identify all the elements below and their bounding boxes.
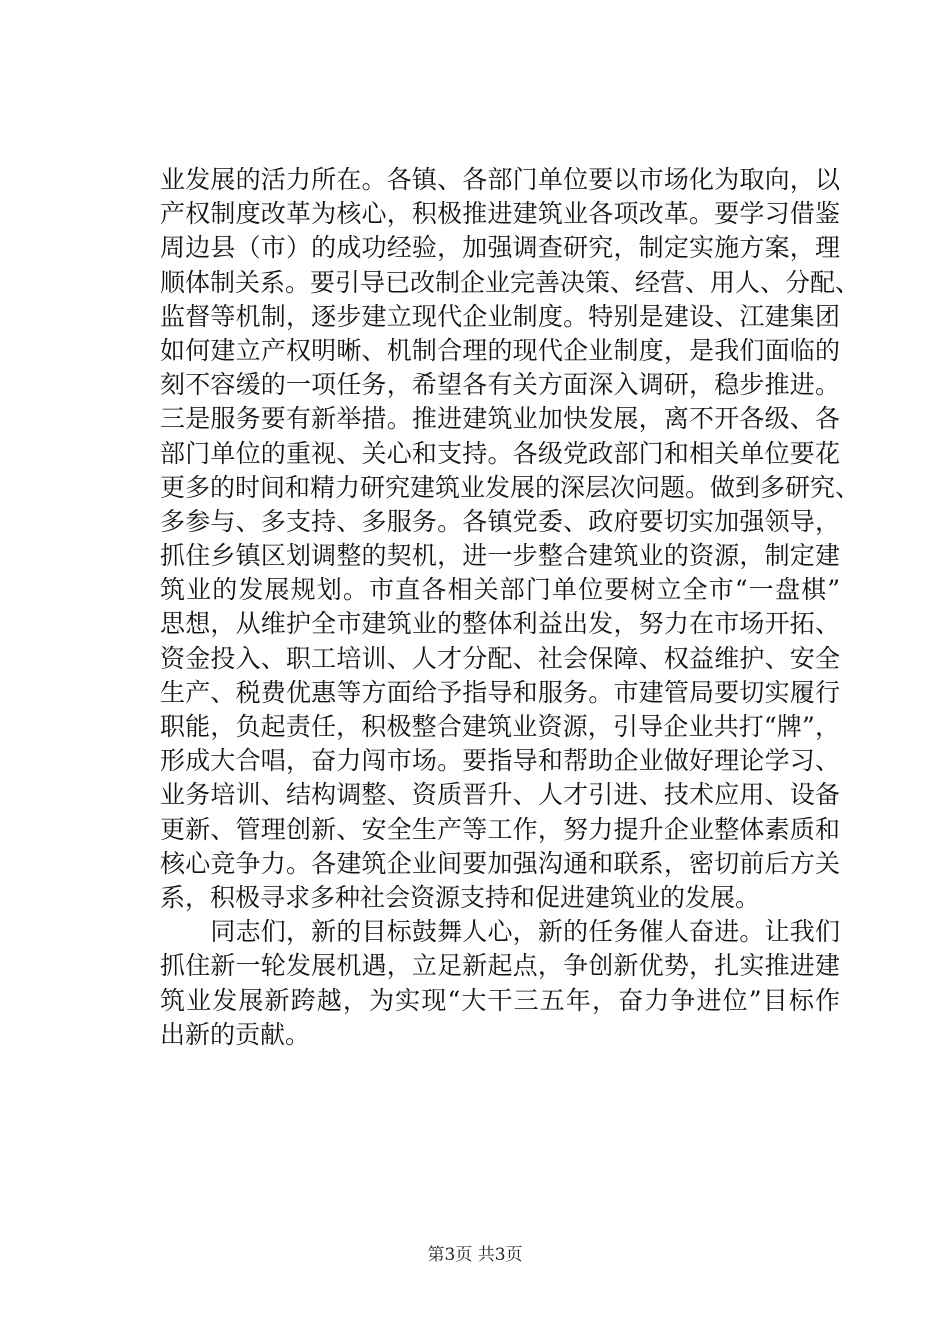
text-line: 产权制度改革为核心，积极推进建筑业各项改革。要学习借鉴 — [160, 199, 840, 229]
text-line: 监督等机制，逐步建立现代企业制度。特别是建设、江建集团 — [160, 301, 840, 331]
text-line: 筑业发展新跨越，为实现“大干三五年，奋力争进位”目标作 — [160, 985, 840, 1015]
text-line: 同志们，新的目标鼓舞人心，新的任务催人奋进。让我们 — [160, 917, 840, 947]
text-line: 职能，负起责任，积极整合建筑业资源，引导企业共打“牌”， — [160, 712, 840, 741]
text-line: 更多的时间和精力研究建筑业发展的深层次问题。做到多研究、 — [160, 472, 861, 502]
text-line: 抓住新一轮发展机遇，立足新起点，争创新优势，扎实推进建 — [160, 951, 840, 981]
text-line: 业发展的活力所在。各镇、各部门单位要以市场化为取向，以 — [160, 165, 840, 194]
text-line: 业务培训、结构调整、资质晋升、人才引进、技术应用、设备 — [160, 780, 840, 810]
text-line: 多参与、多支持、多服务。各镇党委、政府要切实加强领导， — [160, 506, 840, 536]
text-line: 筑业的发展规划。市直各相关部门单位要树立全市“一盘棋” — [160, 575, 840, 605]
text-line: 生产、税费优惠等方面给予指导和服务。市建管局要切实履行 — [160, 677, 840, 707]
text-line: 形成大合唱，奋力闯市场。要指导和帮助企业做好理论学习、 — [160, 746, 840, 776]
text-line: 如何建立产权明晰、机制合理的现代企业制度，是我们面临的 — [160, 335, 840, 365]
text-line: 出新的贡献。 — [160, 1019, 311, 1049]
text-line: 刻不容缓的一项任务，希望各有关方面深入调研，稳步推进。 — [160, 370, 840, 400]
text-line: 更新、管理创新、安全生产等工作，努力提升企业整体素质和 — [160, 814, 840, 844]
text-line: 顺体制关系。要引导已改制企业完善决策、经营、用人、分配、 — [160, 267, 861, 297]
text-line: 部门单位的重视、关心和支持。各级党政部门和相关单位要花 — [160, 438, 840, 468]
text-line: 抓住乡镇区划调整的契机，进一步整合建筑业的资源，制定建 — [160, 541, 840, 571]
text-line: 核心竞争力。各建筑企业间要加强沟通和联系，密切前后方关 — [160, 848, 840, 878]
document-body — [160, 163, 861, 1052]
text-line: 周边县（市）的成功经验，加强调查研究，制定实施方案，理 — [160, 233, 840, 263]
text-line: 系，积极寻求多种社会资源支持和促进建筑业的发展。 — [160, 882, 761, 912]
text-line: 三是服务要有新举措。推进建筑业加快发展，离不开各级、各 — [160, 404, 840, 434]
text-line: 思想，从维护全市建筑业的整体利益出发，努力在市场开拓、 — [160, 609, 840, 639]
text-line: 资金投入、职工培训、人才分配、社会保障、权益维护、安全 — [160, 643, 840, 673]
page-number-footer: 第3页 共3页 — [427, 1245, 523, 1265]
